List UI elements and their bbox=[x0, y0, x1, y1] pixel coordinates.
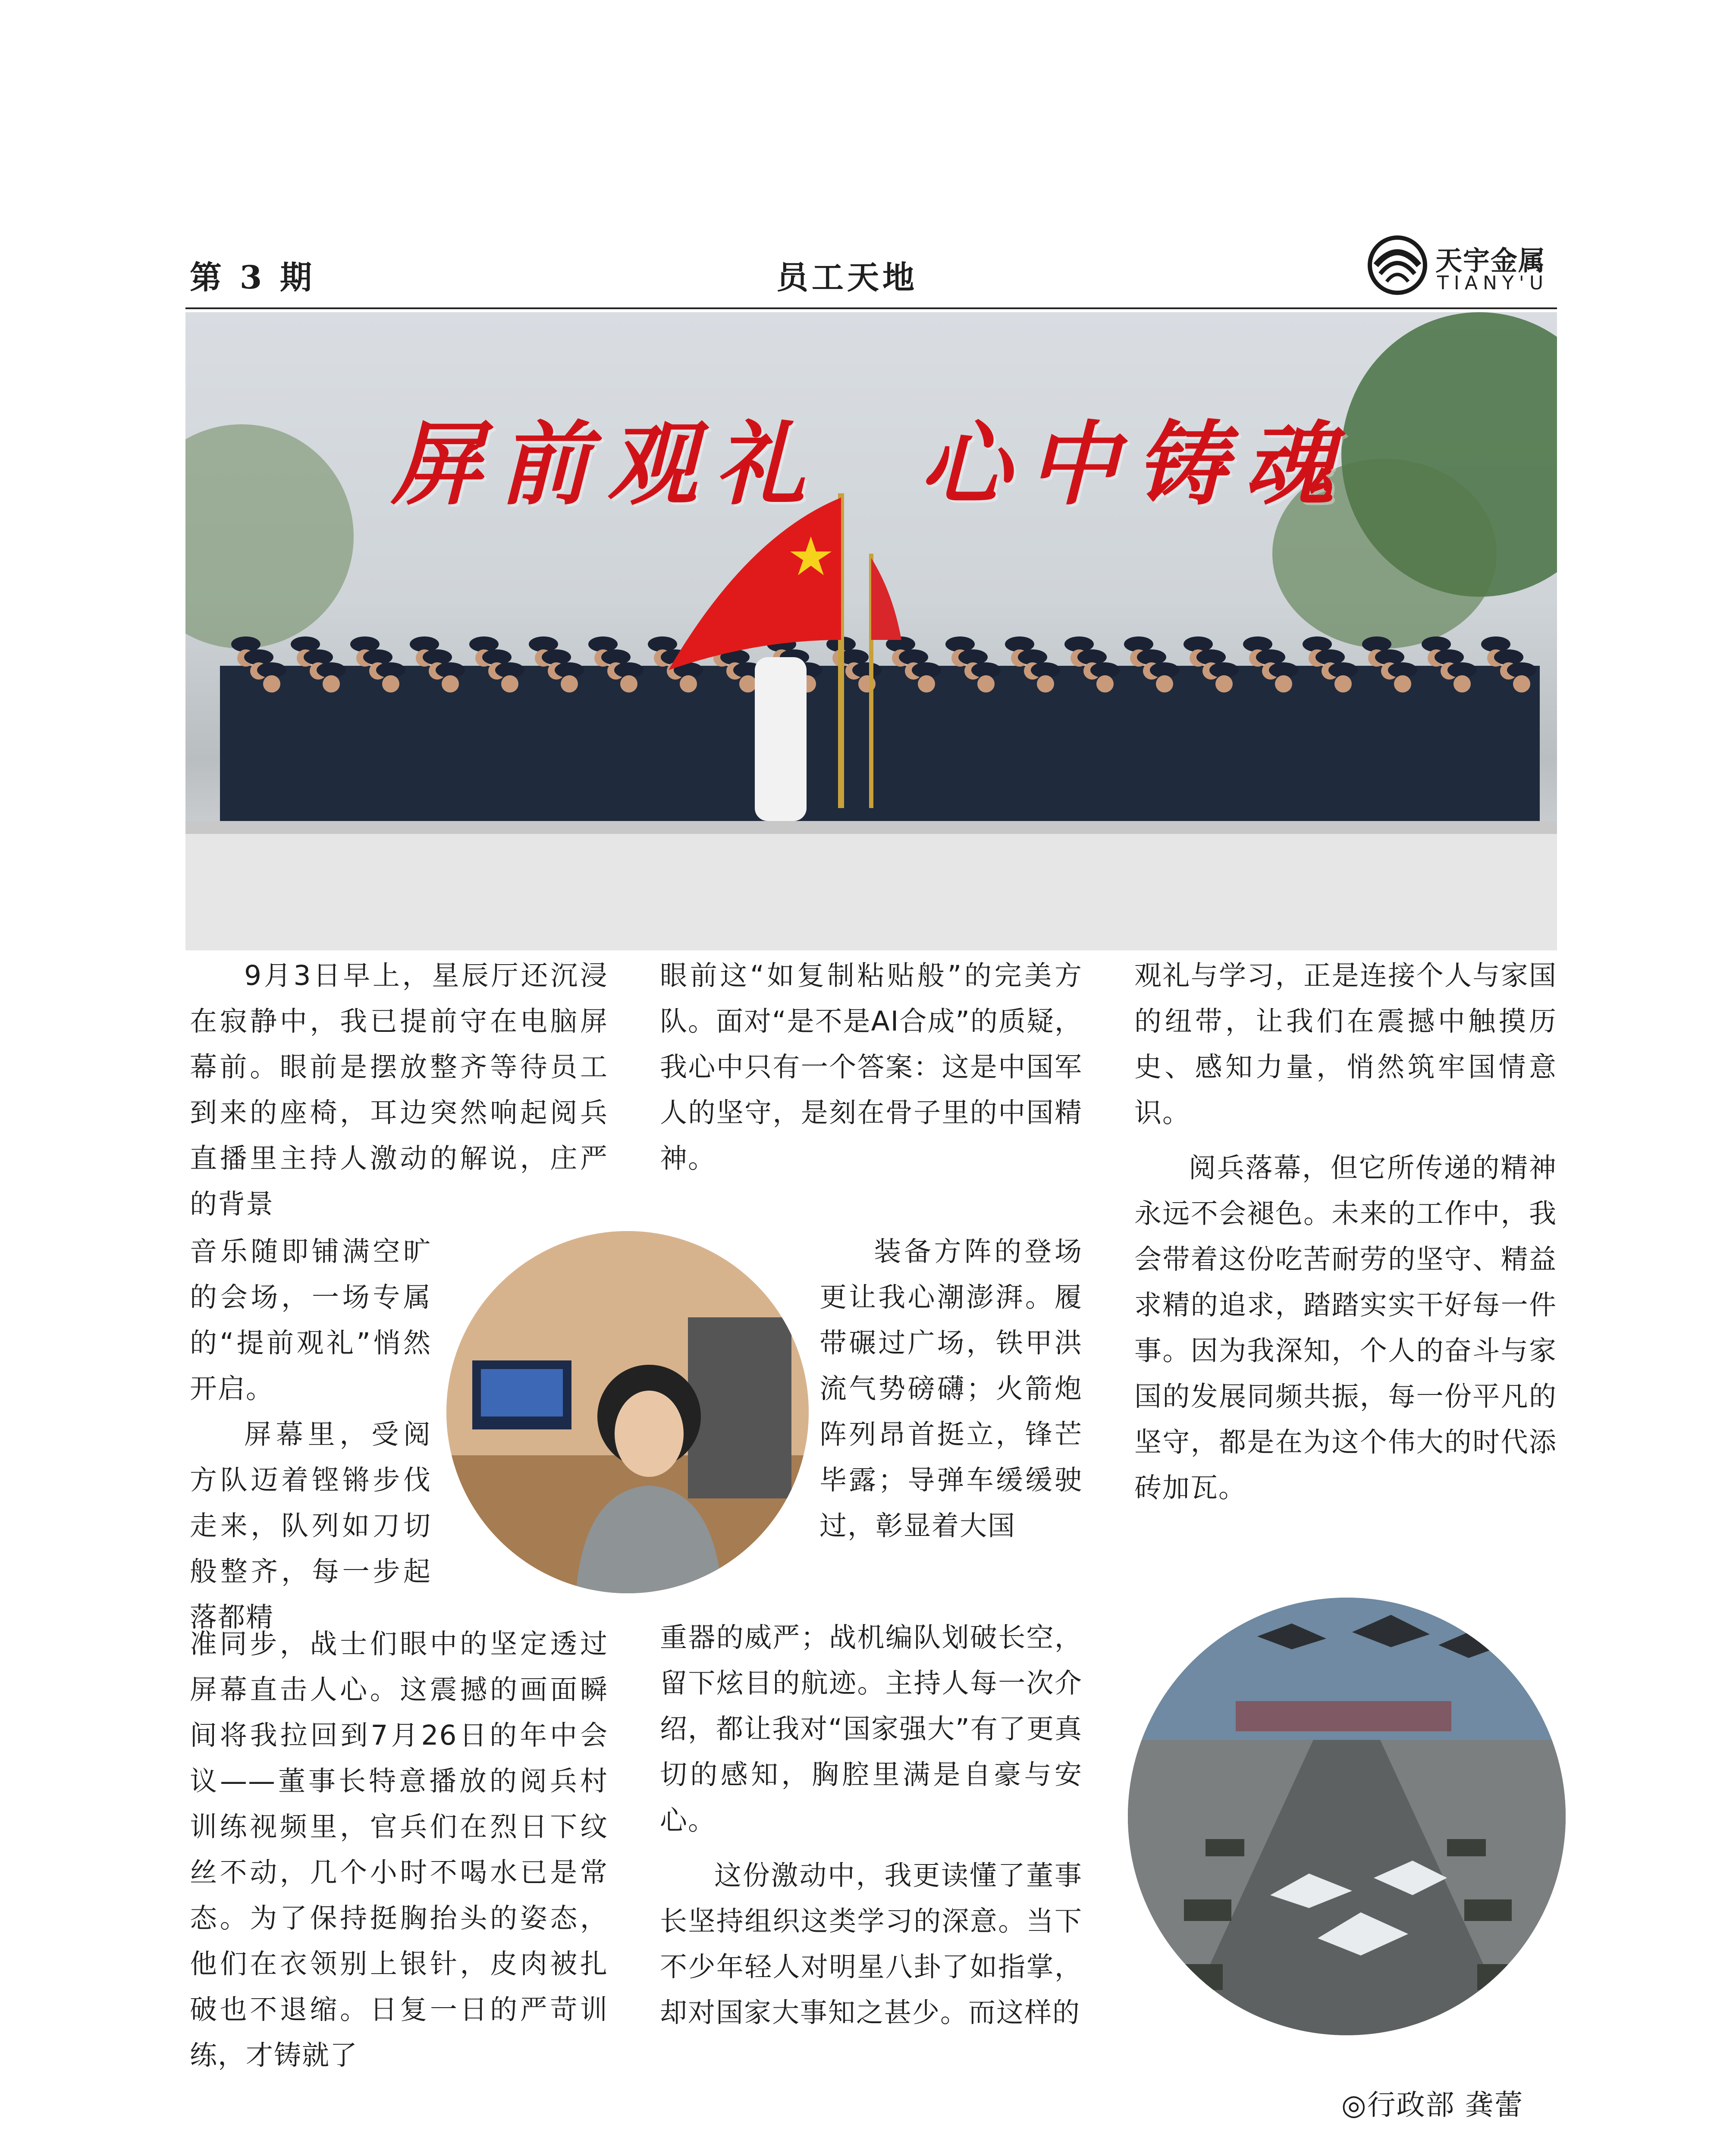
column2-side-text bbox=[819, 1229, 1083, 1549]
column3-paragraph1: 观礼与学习，正是连接个人与家国的纽带，让我们在震撼中触摸历史、感知力量，悄然筑牢国情意识。 bbox=[1134, 960, 1557, 1128]
column2-bottom-text bbox=[660, 1615, 1083, 2036]
byline: ◎行政部 龚蕾 bbox=[1341, 2088, 1524, 2122]
column1-text: 9月3日早上，星辰厅还沉浸在寂静中，我已提前守在电脑屏幕前。眼前是摆放整齐等待员工到来的座椅，耳边突然响起阅兵直播里主持人激动的解说，庄严的背景 bbox=[190, 960, 608, 1220]
column2-text: 眼前这“如复制粘贴般”的完美方队。面对“是不是AI合成”的质疑，我心中只有一个答案：这是中国军人的坚守，是刻在骨子里的中国精神。 bbox=[660, 960, 1083, 1174]
column3-paragraph2: 阅兵落幕，但它所传递的精神永远不会褪色。未来的工作中，我会带着这份吃苦耐劳的坚守、精益求精的追求，踏踏实实干好每一件事。因为我深知，个人的奋斗与家国的发展同频共振，每一份平凡的坚守，都是在为这个伟大的时代添砖加瓦。 bbox=[1134, 1152, 1557, 1504]
column2-paragraph2-bottom: 重器的威严；战机编队划破长空，留下炫目的航迹。主持人每一次介绍，都让我对“国家强大”有了更真切的感知，胸腔里满是自豪与安心。 bbox=[660, 1622, 1083, 1836]
column1-paragraph1-side: 音乐随即铺满空旷的会场，一场专属的“提前观礼”悄然开启。 bbox=[190, 1236, 431, 1404]
hero-title: 屏前观礼 心中铸魂 bbox=[391, 411, 1352, 517]
company-logo bbox=[1367, 235, 1553, 304]
column2-paragraph2-side: 装备方阵的登场更让我心潮澎湃。履带碾过广场，铁甲洪流气势磅礴；火箭炮阵列昂首挺立，锋芒毕露；导弹车缓缓驶过，彰显着大国 bbox=[819, 1236, 1083, 1542]
column1-text-bottom: 准同步，战士们眼中的坚定透过屏幕直击人心。这震撼的画面瞬间将我拉回到7月26日的年中会议——董事长特意播放的阅兵村训练视频里，官兵们在烈日下纹丝不动，几个小时不喝水已是常态。为了保持挺胸抬头的姿态，他们在衣领别上银针，皮肉被扎破也不退缩。日复一日的严苛训练，才铸就了 bbox=[190, 1628, 608, 2071]
equipment-photo bbox=[1128, 1598, 1566, 2035]
hero-image bbox=[185, 312, 1557, 950]
header-divider bbox=[185, 307, 1557, 309]
logo-text-cn: 天宇金属 bbox=[1435, 245, 1546, 276]
column2-paragraph1 bbox=[660, 953, 1083, 1181]
employee-at-computer-photo-icon bbox=[446, 1231, 809, 1593]
column1-side-text bbox=[190, 1229, 431, 1640]
employee-photo bbox=[446, 1231, 809, 1593]
issue-number: 第 3 期 bbox=[190, 259, 316, 296]
column1-paragraph1-top bbox=[190, 953, 608, 1227]
column1-paragraph2-side: 屏幕里，受阅方队迈着铿锵步伐走来，队列如刀切般整齐，每一步起落都精 bbox=[190, 1419, 431, 1633]
column3-text bbox=[1134, 953, 1557, 1511]
logo-swirl-icon bbox=[1367, 235, 1428, 295]
logo-text-en: TIANY'U bbox=[1437, 272, 1549, 294]
section-title: 员工天地 bbox=[776, 259, 918, 296]
column2-paragraph3: 这份激动中，我更读懂了董事长坚持组织这类学习的深意。当下不少年轻人对明星八卦了如指掌，却对国家大事知之甚少。而这样的 bbox=[660, 1860, 1083, 2028]
column1-paragraph2-bottom bbox=[190, 1621, 608, 2078]
military-equipment-parade-photo-icon bbox=[1128, 1598, 1566, 2035]
